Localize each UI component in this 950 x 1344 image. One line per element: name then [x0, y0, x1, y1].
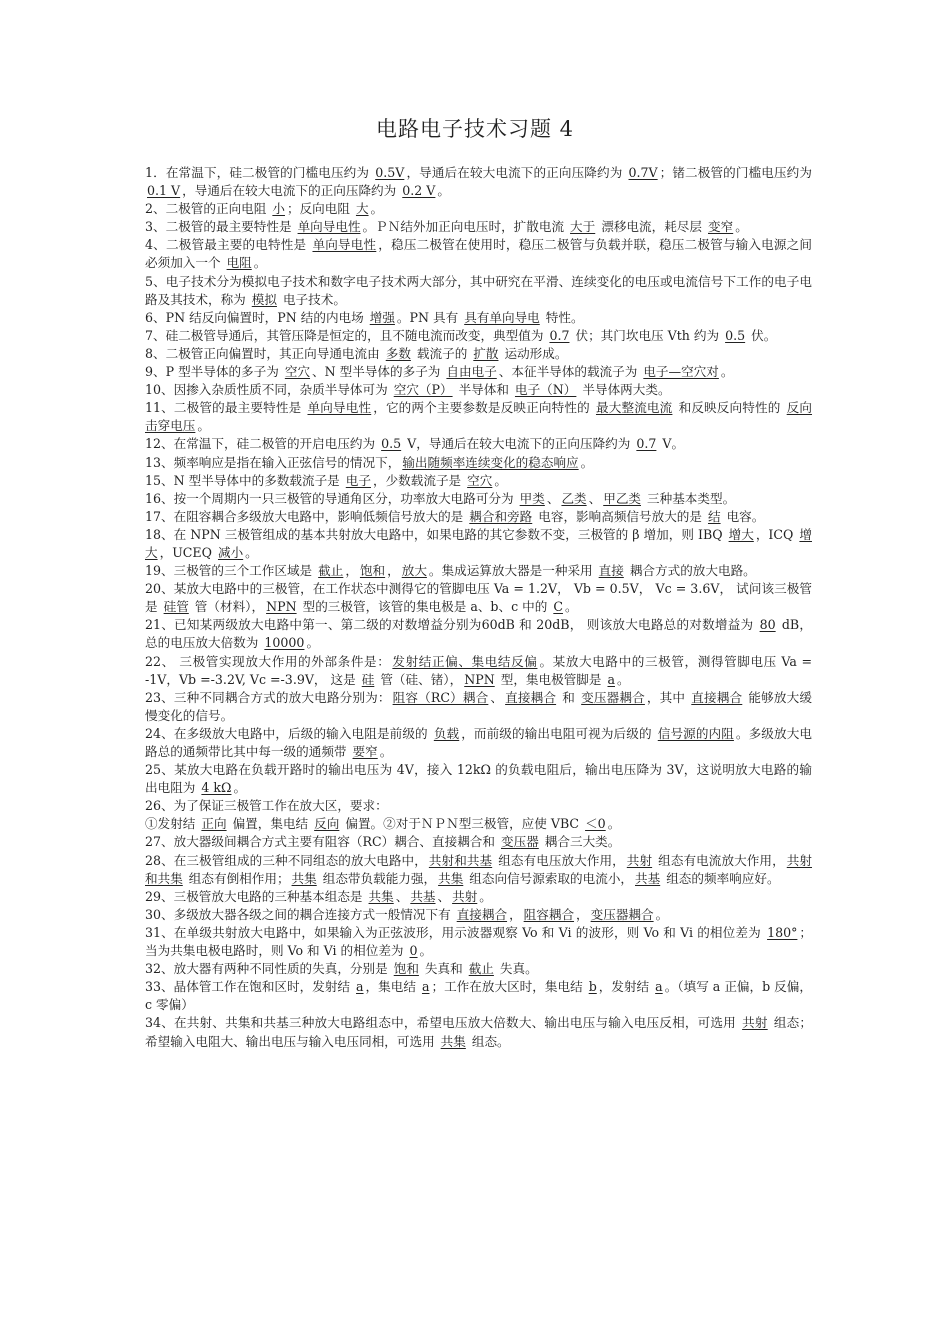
answer-blank: 0.5 [381, 436, 402, 452]
answer-blank: 输出随频率连续变化的稳态响应 [402, 454, 579, 470]
answer-blank: 变压器耦合 [590, 906, 654, 922]
question-item: ①发射结 正向 偏置，集电结 反向 偏置。②对于ＮＰＮ型三极管，应使 VBC ＜0 。 [145, 816, 621, 832]
answer-blank: 空穴 [467, 472, 493, 488]
question-item: 29、三极管放大电路的三种基本组态是 共集 、 共基 、 共射 。 [145, 888, 492, 904]
question-item: 21、已知某两级放大电路中第一、第二级的对数增益分别为60dB 和 20dB， 则该放大电路总的对数增益为 80 dB，总的电压放大倍数为 10000 。 [145, 617, 812, 651]
question-item: 27、放大器级间耦合方式主要有阻容（RC）耦合、直接耦合和 变压器 耦合三大类。 [145, 834, 621, 850]
question-item: 18、在 NPN 三极管组成的基本共射放大电路中，如果电路的其它参数不变，三极管的 β 增加，则 IBQ 增大 ，ICQ 增大 ，UCEQ 减小 。 [145, 526, 812, 560]
question-item: 20、某放大电路中的三极管，在工作状态中测得它的管脚电压 Va = 1.2V， Vb = 0.5V， Vc = 3.6V， 试问该三极管是 硅管 管（材料）， NPN 型的三极管，该管的集电极是 a、b、c 中的 C 。 [145, 581, 812, 615]
answer-blank: 增大 [728, 526, 754, 542]
question-item: 4、二极管最主要的电特性是 单向导电性 ，稳压二极管在使用时，稳压二极管与负载并联，稳压二极管与输入电源之间必须加入一个 电阻 。 [145, 237, 812, 271]
answer-blank: 单向导电性 [312, 237, 377, 253]
answer-blank: 甲乙类 [603, 490, 641, 506]
answer-blank: 共基 [635, 870, 661, 886]
answer-blank: 硅管 [163, 599, 189, 615]
answer-blank: 扩散 [473, 345, 499, 361]
question-item: 17、在阻容耦合多级放大电路中，影响低频信号放大的是 耦合和旁路 电容，影响高频信号放大的是 结 电容。 [145, 508, 765, 524]
answer-blank: NPN [464, 671, 495, 687]
answer-blank: 增大 [145, 526, 812, 560]
question-item: 11、二极管的最主要特性是 单向导电性 ，它的两个主要参数是反映正向特性的 最大整流电流 和反映反向特性的 反向击穿电压 。 [145, 400, 813, 434]
question-item: 12、在常温下，硅二极管的开启电压约为 0.5 V，导通后在较大电流下的正向压降约为 0.7 V。 [145, 436, 685, 452]
answer-blank: 大于 [570, 219, 596, 235]
document-title: 电路电子技术习题 4 [375, 117, 575, 141]
question-item: 1．在常温下，硅二极管的门槛电压约为 0.5V ，导通后在较大电流下的正向压降约为 0.7V ；锗二极管的门槛电压约为 0.1 V ，导通后在较大电流下的正向压降约为 0.2 V 。 [145, 165, 812, 199]
answer-blank: 80 [759, 617, 776, 633]
answer-blank: 反向 [314, 816, 340, 832]
answer-blank: 4 kΩ [201, 780, 232, 796]
answer-blank: 电阻 [226, 255, 252, 271]
answer-blank: 共射 [452, 888, 478, 904]
question-item: 26、为了保证三极管工作在放大区，要求： [145, 798, 388, 814]
answer-blank: a [607, 671, 615, 687]
answer-blank: 阻容耦合 [523, 906, 575, 922]
answer-blank: 阻容（RC）耦合 [392, 689, 489, 705]
answer-blank: 模拟 [251, 291, 277, 307]
answer-blank: 减小 [217, 544, 244, 560]
answer-blank: 共集 [438, 870, 464, 886]
answer-blank: NPN [266, 599, 297, 615]
answer-blank: a [356, 979, 364, 995]
answer-blank: 0.7 [549, 327, 570, 343]
question-item: 7、硅二极管导通后，其管压降是恒定的，且不随电流而改变，典型值为 0.7 伏；其门坎电压 Vth 约为 0.5 伏。 [145, 327, 777, 343]
answer-blank: 要窄 [352, 744, 378, 759]
answer-blank: 0.2 V [402, 183, 436, 199]
answer-blank: 共集 [440, 1033, 466, 1049]
question-item: 22、 三极管实现放大作用的外部条件是： 发射结正偏、集电结反偏 。某放大电路中的三极管，测得管脚电压 Va = -1V，Vb =-3.2V, Vc =-3.9V， 这是 硅 管（硅、锗）， NPN 型，集电极管脚是 a 。 [145, 653, 813, 687]
answer-blank: 变压器 [501, 834, 539, 850]
answer-blank: 变窄 [708, 219, 734, 235]
question-item: 24、在多级放大电路中，后级的输入电阻是前级的 负载 ，而前级的输出电阻可视为后级的 信号源的内阻 。多级放大电路总的通频带比其中每一级的通频带 要窄 。 [145, 725, 812, 759]
question-item: 31、在单级共射放大电路中，如果输入为正弦波形，用示波器观察 Vo 和 Vi 的波形，则 Vo 和 Vi 的相位差为 180° ；当为共集电极电路时，则 Vo 和 Vi 的相位差为 0 。 [145, 924, 812, 959]
answer-blank: b [588, 979, 597, 995]
answer-blank: 电子（N） [514, 382, 577, 398]
answer-blank: 直接耦合 [691, 689, 743, 705]
answer-blank: 共射 [742, 1015, 768, 1031]
answer-blank: 耦合和旁路 [469, 508, 533, 524]
answer-blank: 信号源的内阻 [657, 725, 734, 741]
answer-blank: 截止 [318, 563, 344, 579]
question-list [145, 164, 812, 1051]
answer-blank: 0.7V [628, 165, 658, 180]
answer-blank: 饱和 [393, 961, 419, 977]
answer-blank: 自由电子 [446, 364, 497, 380]
answer-blank: 0 [409, 943, 418, 959]
answer-blank: 0.7 [636, 436, 657, 452]
question-item: 15、N 型半导体中的多数载流子是 电子 ，少数载流子是 空穴 。 [145, 472, 507, 488]
answer-blank: 共射和共集 [145, 852, 812, 886]
answer-blank: 发射结正偏、集电结反偏 [392, 653, 538, 669]
answer-blank: a [655, 979, 663, 995]
answer-blank: 硅 [361, 671, 375, 687]
answer-blank: 直接耦合 [456, 906, 508, 922]
answer-blank: 最大整流电流 [595, 400, 673, 416]
question-item: 10、因掺入杂质性质不同，杂质半导体可为 空穴（P） 半导体和 电子（N） 半导体两大类。 [145, 382, 671, 398]
answer-blank: 截止 [468, 961, 494, 977]
answer-blank: C [553, 599, 563, 615]
question-item: 30、多级放大器各级之间的耦合连接方式一般情况下有 直接耦合 ， 阻容耦合 ， 变压器耦合 。 [145, 906, 669, 922]
question-item: 6、PN 结反向偏置时，PN 结的内电场 增强 。PN 具有 具有单向导电 特性。 [145, 309, 584, 325]
answer-blank: 反向击穿电压 [145, 400, 813, 434]
answer-blank: 负载 [433, 725, 460, 741]
answer-blank: 乙类 [561, 490, 587, 506]
question-item: 23、三种不同耦合方式的放大电路分别为： 阻容（RC）耦合 、 直接耦合 和 变压器耦合 ，其中 直接耦合 能够放大缓慢变化的信号。 [145, 689, 813, 723]
answer-blank: 直接耦合 [505, 689, 557, 705]
question-item: 33、晶体管工作在饱和区时，发射结 a ，集电结 a ；工作在放大区时，集电结 b ，发射结 a 。（填写 a 正偏，b 反偏，c 零偏） [145, 979, 812, 1013]
answer-blank: 结 [707, 508, 721, 524]
question-item: 16、按一个周期内一只三极管的导通角区分，功率放大电路可分为 甲类 、 乙类 、 甲乙类 三种基本类型。 [145, 490, 736, 506]
answer-blank: 单向导电性 [297, 219, 361, 235]
answer-blank: 电子—空穴对 [643, 364, 719, 380]
answer-blank: 共基 [410, 888, 436, 904]
answer-blank: a [421, 979, 430, 995]
answer-blank: 空穴（P） [393, 382, 453, 398]
question-item: 19、三极管的三个工作区域是 截止 ， 饱和 ， 放大 。集成运算放大器是一种采用 直接 耦合方式的放大电路。 [145, 563, 756, 579]
answer-blank: 空穴 [284, 364, 311, 380]
answer-blank: 正向 [201, 816, 227, 832]
question-item: 25、某放大电路在负载开路时的输出电压为 4V，接入 12kΩ 的负载电阻后，输出电压降为 3V，这说明放大电路的输出电阻为 4 kΩ 。 [145, 762, 812, 796]
answer-blank: 电子 [345, 472, 371, 488]
answer-blank: 共集 [368, 888, 394, 904]
question-item: 9、P 型半导体的多子为 空穴 、N 型半导体的多子为 自由电子 、本征半导体的载流子为 电子—空穴对 。 [145, 364, 734, 380]
answer-blank: 0.1 V [147, 183, 181, 199]
question-item: 3、二极管的最主要特性是 单向导电性 。ＰＮ结外加正向电压时，扩散电流 大于 漂移电流，耗尽层 变窄 。 [145, 219, 748, 235]
answer-blank: 多数 [385, 345, 411, 361]
question-item: 8、二极管正向偏置时，其正向导通电流由 多数 载流子的 扩散 运动形成。 [145, 345, 568, 361]
answer-blank: 小 [272, 201, 285, 217]
question-item: 28、在三极管组成的三种不同组态的放大电路中， 共射和共基 组态有电压放大作用， 共射 组态有电流放大作用， 共射和共集 组态有倒相作用； 共集 组态带负载能力强， 共集 组态向信号源索取的电流小， 共基 组态的频率响应好。 [145, 852, 812, 886]
answer-blank: 共射和共基 [428, 852, 493, 868]
answer-blank: 饱和 [359, 563, 386, 579]
question-item: 5、电子技术分为模拟电子技术和数字电子技术两大部分，其中研究在平滑、连续变化的电压或电流信号下工作的电子电路及其技术，称为 模拟 电子技术。 [145, 273, 812, 307]
answer-blank: 放大 [401, 563, 427, 579]
answer-blank: 单向导电性 [307, 400, 372, 416]
question-item: 13、频率响应是指在输入正弦信号的情况下， 输出随频率连续变化的稳态响应 。 [145, 454, 594, 470]
answer-blank: 0.5 [725, 327, 746, 343]
answer-blank: 具有单向导电 [464, 309, 540, 325]
answer-blank: 大 [355, 201, 369, 217]
question-item: 2、二极管的正向电阻 小 ；反向电阻 大 。 [145, 201, 384, 217]
answer-blank: 变压器耦合 [581, 689, 645, 705]
answer-blank: 共射 [626, 852, 653, 868]
answer-blank: 10000 [264, 635, 305, 651]
answer-blank: ＜0 [585, 816, 606, 832]
answer-blank: 共集 [291, 870, 317, 886]
answer-blank: 甲类 [519, 490, 545, 506]
answer-blank: 直接 [598, 563, 624, 579]
question-item: 32、放大器有两种不同性质的失真，分别是 饱和 失真和 截止 失真。 [145, 961, 538, 977]
question-item: 34、在共射、共集和共基三种放大电路组态中，希望电压放大倍数大、输出电压与输入电压反相，可选用 共射 组态；希望输入电阻大、输出电压与输入电压同相，可选用 共集 组态。 [145, 1015, 812, 1049]
answer-blank: 0.5V [375, 165, 405, 180]
answer-blank: 增强 [369, 309, 395, 325]
answer-blank: 180° [767, 924, 798, 940]
